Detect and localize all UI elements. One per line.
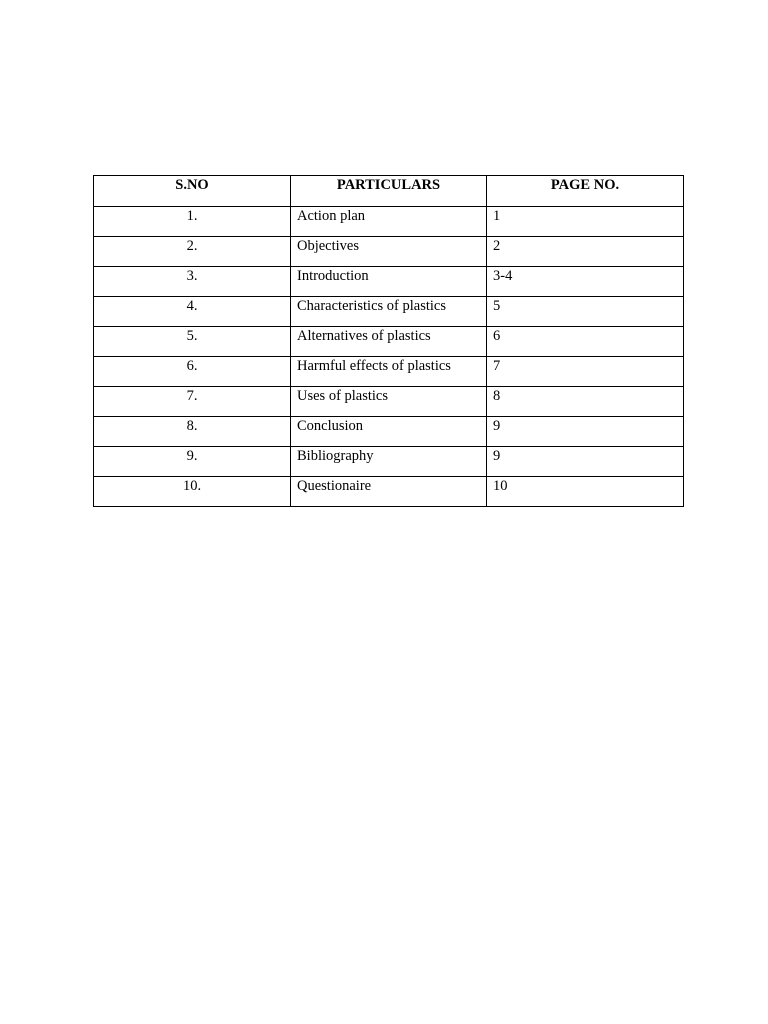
row-page-no: 9 (487, 447, 684, 477)
table-row (94, 327, 684, 357)
table-row (94, 417, 684, 447)
row-page-no: 7 (487, 357, 684, 387)
row-sno: 2. (94, 237, 291, 267)
table-row (94, 447, 684, 477)
row-page-no: 9 (487, 417, 684, 447)
row-sno: 1. (94, 207, 291, 237)
row-particular: Characteristics of plastics (291, 297, 487, 327)
row-page-no: 3-4 (487, 267, 684, 297)
row-particular: Objectives (291, 237, 487, 267)
row-particular: Alternatives of plastics (291, 327, 487, 357)
table-row (94, 387, 684, 417)
row-particular: Bibliography (291, 447, 487, 477)
row-page-no: 2 (487, 237, 684, 267)
row-page-no: 6 (487, 327, 684, 357)
table-row (94, 477, 684, 507)
table-row (94, 207, 684, 237)
table-row (94, 237, 684, 267)
row-particular: Uses of plastics (291, 387, 487, 417)
row-page-no: 8 (487, 387, 684, 417)
table-row (94, 267, 684, 297)
header-sno: S.NO (94, 176, 291, 207)
row-particular: Introduction (291, 267, 487, 297)
row-sno: 10. (94, 477, 291, 507)
row-sno: 7. (94, 387, 291, 417)
row-page-no: 5 (487, 297, 684, 327)
header-page-no: PAGE NO. (487, 176, 684, 207)
row-page-no: 10 (487, 477, 684, 507)
table-header-row (94, 176, 684, 207)
row-particular: Harmful effects of plastics (291, 357, 487, 387)
table-row (94, 357, 684, 387)
row-sno: 8. (94, 417, 291, 447)
header-particulars: PARTICULARS (291, 176, 487, 207)
row-sno: 9. (94, 447, 291, 477)
row-particular: Questionaire (291, 477, 487, 507)
row-sno: 3. (94, 267, 291, 297)
table-row (94, 297, 684, 327)
row-particular: Conclusion (291, 417, 487, 447)
row-sno: 5. (94, 327, 291, 357)
contents-table (93, 175, 684, 507)
row-sno: 6. (94, 357, 291, 387)
row-sno: 4. (94, 297, 291, 327)
row-particular: Action plan (291, 207, 487, 237)
row-page-no: 1 (487, 207, 684, 237)
